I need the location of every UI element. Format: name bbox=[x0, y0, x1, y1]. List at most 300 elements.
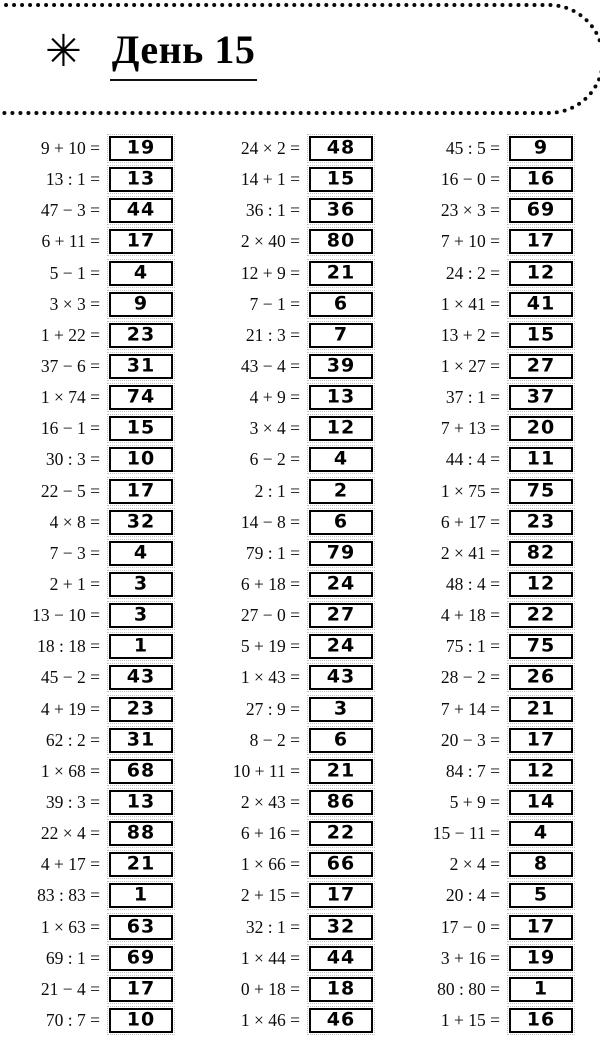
problem-row bbox=[0, 258, 200, 289]
answer-value: 10 bbox=[126, 447, 156, 470]
problem-row bbox=[0, 164, 200, 195]
answer-box[interactable] bbox=[309, 790, 373, 815]
problem-expression: 1 × 68 = bbox=[40, 760, 100, 781]
problem-expression: 22 − 5 = bbox=[40, 480, 100, 501]
answer-value: 24 bbox=[326, 572, 356, 595]
answer-box[interactable] bbox=[509, 665, 573, 690]
problem-expression: 39 : 3 = bbox=[45, 792, 100, 813]
answer-value: 6 bbox=[333, 728, 349, 751]
problem-row bbox=[0, 133, 200, 164]
answer-box[interactable] bbox=[109, 479, 173, 504]
problem-row bbox=[200, 476, 400, 507]
answer-value: 86 bbox=[326, 790, 356, 813]
answer-value: 13 bbox=[126, 790, 156, 813]
answer-box[interactable] bbox=[309, 728, 373, 753]
answer-box[interactable] bbox=[109, 852, 173, 877]
problem-row bbox=[400, 569, 600, 600]
answer-value: 75 bbox=[526, 634, 556, 657]
answer-box[interactable] bbox=[509, 977, 573, 1002]
answer-box[interactable] bbox=[509, 479, 573, 504]
problem-expression: 69 : 1 = bbox=[45, 947, 100, 968]
problem-row bbox=[200, 880, 400, 911]
answer-value: 32 bbox=[126, 510, 156, 533]
answer-box[interactable] bbox=[109, 572, 173, 597]
answer-value: 27 bbox=[326, 603, 356, 626]
problem-row bbox=[400, 912, 600, 943]
answer-box[interactable] bbox=[509, 852, 573, 877]
problem-row bbox=[200, 289, 400, 320]
answer-box[interactable] bbox=[309, 1008, 373, 1033]
problem-expression: 7 + 10 = bbox=[440, 231, 500, 252]
problem-row bbox=[400, 662, 600, 693]
answer-box[interactable] bbox=[309, 883, 373, 908]
problems-column-1 bbox=[0, 133, 200, 1036]
problem-expression: 37 − 6 = bbox=[40, 356, 100, 377]
answer-box[interactable] bbox=[109, 292, 173, 317]
problem-row bbox=[200, 787, 400, 818]
answer-box[interactable] bbox=[309, 821, 373, 846]
answer-box[interactable] bbox=[109, 354, 173, 379]
answer-value: 46 bbox=[326, 1008, 356, 1031]
answer-box[interactable] bbox=[109, 821, 173, 846]
problem-row bbox=[0, 974, 200, 1005]
problem-expression: 16 − 0 = bbox=[440, 169, 500, 190]
answer-value: 19 bbox=[126, 136, 156, 159]
problem-row bbox=[0, 849, 200, 880]
page-title: День 15 bbox=[110, 28, 257, 81]
problem-row bbox=[400, 413, 600, 444]
problem-row bbox=[200, 756, 400, 787]
problem-expression: 36 : 1 = bbox=[245, 200, 300, 221]
answer-box[interactable] bbox=[509, 603, 573, 628]
answer-box[interactable] bbox=[509, 790, 573, 815]
answer-box[interactable] bbox=[109, 385, 173, 410]
answer-box[interactable] bbox=[309, 759, 373, 784]
problem-expression: 47 − 3 = bbox=[40, 200, 100, 221]
problem-row bbox=[400, 849, 600, 880]
answer-value: 12 bbox=[526, 759, 556, 782]
answer-value: 21 bbox=[326, 759, 356, 782]
answer-value: 17 bbox=[326, 883, 356, 906]
answer-box[interactable] bbox=[509, 385, 573, 410]
problem-row bbox=[0, 413, 200, 444]
answer-value: 68 bbox=[126, 759, 156, 782]
answer-value: 17 bbox=[126, 229, 156, 252]
answer-box[interactable] bbox=[509, 883, 573, 908]
answer-value: 3 bbox=[133, 572, 149, 595]
problem-row bbox=[0, 943, 200, 974]
problem-row bbox=[400, 818, 600, 849]
problem-row bbox=[200, 538, 400, 569]
answer-box[interactable] bbox=[109, 136, 173, 161]
problem-expression: 6 + 17 = bbox=[440, 511, 500, 532]
answer-value: 3 bbox=[133, 603, 149, 626]
problem-expression: 3 + 16 = bbox=[440, 947, 500, 968]
answer-box[interactable] bbox=[509, 1008, 573, 1033]
problem-row bbox=[200, 662, 400, 693]
answer-value: 13 bbox=[126, 167, 156, 190]
problem-expression: 13 + 2 = bbox=[440, 324, 500, 345]
problem-row bbox=[400, 756, 600, 787]
problem-expression: 37 : 1 = bbox=[445, 387, 500, 408]
answer-value: 69 bbox=[126, 946, 156, 969]
answer-box[interactable] bbox=[509, 354, 573, 379]
problem-row bbox=[200, 974, 400, 1005]
answer-value: 12 bbox=[526, 572, 556, 595]
problem-expression: 80 : 80 = bbox=[437, 978, 500, 999]
answer-box[interactable] bbox=[309, 572, 373, 597]
answer-box[interactable] bbox=[509, 572, 573, 597]
answer-value: 21 bbox=[526, 697, 556, 720]
problem-expression: 18 : 18 = bbox=[37, 636, 100, 657]
problem-row bbox=[200, 600, 400, 631]
problem-row bbox=[0, 818, 200, 849]
problem-expression: 62 : 2 = bbox=[45, 729, 100, 750]
problem-row bbox=[400, 476, 600, 507]
problem-expression: 24 × 2 = bbox=[240, 138, 300, 159]
answer-value: 1 bbox=[133, 634, 149, 657]
problem-expression: 1 × 46 = bbox=[240, 1010, 300, 1030]
answer-box[interactable] bbox=[309, 229, 373, 254]
answer-box[interactable] bbox=[309, 665, 373, 690]
problem-expression: 1 × 66 = bbox=[240, 854, 300, 875]
problems-column-3 bbox=[400, 133, 600, 1036]
answer-value: 32 bbox=[326, 915, 356, 938]
problem-row bbox=[200, 164, 400, 195]
problem-expression: 7 + 14 = bbox=[440, 698, 500, 719]
problem-row bbox=[0, 1005, 200, 1036]
answer-value: 6 bbox=[333, 292, 349, 315]
answer-box[interactable] bbox=[509, 728, 573, 753]
problem-expression: 2 + 15 = bbox=[240, 885, 300, 906]
answer-box[interactable] bbox=[109, 883, 173, 908]
answer-box[interactable] bbox=[109, 634, 173, 659]
answer-box[interactable] bbox=[309, 634, 373, 659]
answer-value: 27 bbox=[526, 354, 556, 377]
answer-box[interactable] bbox=[509, 634, 573, 659]
problem-expression: 16 − 1 = bbox=[40, 418, 100, 439]
answer-box[interactable] bbox=[509, 915, 573, 940]
problem-expression: 28 − 2 = bbox=[440, 667, 500, 688]
problem-row bbox=[0, 289, 200, 320]
problem-row bbox=[0, 538, 200, 569]
problem-row bbox=[400, 320, 600, 351]
answer-value: 4 bbox=[333, 447, 349, 470]
answer-box[interactable] bbox=[309, 697, 373, 722]
problem-expression: 7 − 3 = bbox=[49, 542, 100, 563]
answer-value: 23 bbox=[126, 697, 156, 720]
problem-expression: 5 + 9 = bbox=[449, 792, 500, 813]
problem-row bbox=[0, 351, 200, 382]
answer-value: 23 bbox=[526, 510, 556, 533]
problem-row bbox=[0, 382, 200, 413]
problem-row bbox=[200, 631, 400, 662]
answer-box[interactable] bbox=[309, 167, 373, 192]
problem-row bbox=[200, 1005, 400, 1036]
problem-row bbox=[200, 320, 400, 351]
problem-expression: 45 : 5 = bbox=[445, 138, 500, 159]
answer-value: 21 bbox=[126, 852, 156, 875]
problem-expression: 45 − 2 = bbox=[40, 667, 100, 688]
answer-value: 1 bbox=[133, 883, 149, 906]
problem-expression: 10 + 11 = bbox=[232, 760, 300, 781]
answer-value: 63 bbox=[126, 915, 156, 938]
problem-row bbox=[0, 569, 200, 600]
answer-box[interactable] bbox=[109, 977, 173, 1002]
problem-row bbox=[400, 600, 600, 631]
answer-box[interactable] bbox=[509, 759, 573, 784]
answer-box[interactable] bbox=[509, 697, 573, 722]
answer-box[interactable] bbox=[109, 665, 173, 690]
answer-value: 10 bbox=[126, 1008, 156, 1031]
problem-expression: 75 : 1 = bbox=[445, 636, 500, 657]
problem-expression: 2 × 4 = bbox=[449, 854, 500, 875]
problem-row bbox=[0, 694, 200, 725]
problem-expression: 15 − 11 = bbox=[432, 823, 500, 844]
problem-expression: 44 : 4 = bbox=[445, 449, 500, 470]
problem-row bbox=[400, 164, 600, 195]
problem-expression: 1 × 27 = bbox=[440, 356, 500, 377]
answer-value: 37 bbox=[526, 385, 556, 408]
answer-box[interactable] bbox=[109, 261, 173, 286]
problem-expression: 20 − 3 = bbox=[440, 729, 500, 750]
answer-value: 1 bbox=[533, 977, 549, 1000]
problem-expression: 1 × 63 = bbox=[40, 916, 100, 937]
answer-box[interactable] bbox=[109, 167, 173, 192]
answer-box[interactable] bbox=[309, 385, 373, 410]
answer-box[interactable] bbox=[109, 728, 173, 753]
answer-box[interactable] bbox=[509, 416, 573, 441]
answer-box[interactable] bbox=[509, 261, 573, 286]
problem-row bbox=[0, 725, 200, 756]
problem-row bbox=[0, 476, 200, 507]
answer-box[interactable] bbox=[309, 852, 373, 877]
answer-box[interactable] bbox=[509, 510, 573, 535]
answer-value: 9 bbox=[133, 292, 149, 315]
answer-value: 43 bbox=[126, 665, 156, 688]
answer-box[interactable] bbox=[309, 323, 373, 348]
answer-box[interactable] bbox=[509, 447, 573, 472]
problem-expression: 3 × 4 = bbox=[249, 418, 300, 439]
problem-expression: 70 : 7 = bbox=[45, 1010, 100, 1030]
problem-row bbox=[400, 631, 600, 662]
answer-value: 21 bbox=[326, 261, 356, 284]
answer-box[interactable] bbox=[109, 416, 173, 441]
problem-row bbox=[200, 943, 400, 974]
answer-value: 23 bbox=[126, 323, 156, 346]
answer-box[interactable] bbox=[509, 229, 573, 254]
answer-value: 3 bbox=[333, 697, 349, 720]
problem-expression: 1 × 41 = bbox=[440, 293, 500, 314]
answer-box[interactable] bbox=[309, 946, 373, 971]
problem-expression: 8 − 2 = bbox=[249, 729, 300, 750]
answer-box[interactable] bbox=[509, 167, 573, 192]
answer-box[interactable] bbox=[309, 292, 373, 317]
problem-expression: 13 : 1 = bbox=[45, 169, 100, 190]
answer-box[interactable] bbox=[109, 915, 173, 940]
problem-expression: 2 : 1 = bbox=[254, 480, 300, 501]
problem-expression: 0 + 18 = bbox=[240, 978, 300, 999]
answer-value: 15 bbox=[126, 416, 156, 439]
answer-value: 12 bbox=[326, 416, 356, 439]
answer-value: 36 bbox=[326, 198, 356, 221]
answer-value: 17 bbox=[526, 229, 556, 252]
answer-value: 20 bbox=[526, 416, 556, 439]
problem-expression: 4 × 8 = bbox=[49, 511, 100, 532]
answer-value: 17 bbox=[126, 977, 156, 1000]
answer-box[interactable] bbox=[309, 447, 373, 472]
problem-row bbox=[200, 133, 400, 164]
answer-box[interactable] bbox=[509, 323, 573, 348]
problem-expression: 1 × 74 = bbox=[40, 387, 100, 408]
answer-box[interactable] bbox=[309, 354, 373, 379]
answer-value: 17 bbox=[126, 479, 156, 502]
answer-box[interactable] bbox=[509, 292, 573, 317]
problem-row bbox=[400, 226, 600, 257]
problem-row bbox=[0, 507, 200, 538]
problem-expression: 2 × 41 = bbox=[440, 542, 500, 563]
problem-row bbox=[400, 382, 600, 413]
problem-row bbox=[0, 600, 200, 631]
answer-box[interactable] bbox=[509, 946, 573, 971]
answer-box[interactable] bbox=[109, 603, 173, 628]
answer-value: 31 bbox=[126, 354, 156, 377]
answer-box[interactable] bbox=[309, 261, 373, 286]
problem-row bbox=[400, 195, 600, 226]
problem-row bbox=[200, 694, 400, 725]
answer-value: 24 bbox=[326, 634, 356, 657]
problem-row bbox=[0, 787, 200, 818]
problem-row bbox=[200, 413, 400, 444]
answer-value: 39 bbox=[326, 354, 356, 377]
problem-row bbox=[200, 444, 400, 475]
problem-row bbox=[0, 444, 200, 475]
answer-box[interactable] bbox=[309, 603, 373, 628]
problem-expression: 1 + 22 = bbox=[40, 324, 100, 345]
problem-expression: 27 : 9 = bbox=[245, 698, 300, 719]
answer-value: 13 bbox=[326, 385, 356, 408]
answer-value: 17 bbox=[526, 915, 556, 938]
problem-row bbox=[400, 538, 600, 569]
problem-expression: 21 − 4 = bbox=[40, 978, 100, 999]
answer-box[interactable] bbox=[309, 479, 373, 504]
answer-value: 12 bbox=[526, 261, 556, 284]
problem-row bbox=[400, 1005, 600, 1036]
answer-box[interactable] bbox=[309, 510, 373, 535]
answer-value: 15 bbox=[326, 167, 356, 190]
answer-box[interactable] bbox=[109, 229, 173, 254]
answer-box[interactable] bbox=[309, 915, 373, 940]
answer-box[interactable] bbox=[309, 977, 373, 1002]
problem-row bbox=[200, 195, 400, 226]
answer-box[interactable] bbox=[109, 323, 173, 348]
problem-row bbox=[200, 569, 400, 600]
answer-box[interactable] bbox=[509, 821, 573, 846]
answer-value: 44 bbox=[326, 946, 356, 969]
problem-expression: 2 × 40 = bbox=[240, 231, 300, 252]
answer-value: 4 bbox=[533, 821, 549, 844]
answer-box[interactable] bbox=[309, 416, 373, 441]
problem-expression: 6 + 11 = bbox=[41, 231, 100, 252]
problem-expression: 4 + 17 = bbox=[40, 854, 100, 875]
problem-expression: 24 : 2 = bbox=[445, 262, 500, 283]
answer-box[interactable] bbox=[309, 198, 373, 223]
answer-box[interactable] bbox=[109, 1008, 173, 1033]
answer-value: 88 bbox=[126, 821, 156, 844]
answer-box[interactable] bbox=[109, 447, 173, 472]
problem-expression: 22 × 4 = bbox=[40, 823, 100, 844]
problem-expression: 4 + 9 = bbox=[249, 387, 300, 408]
problem-expression: 12 + 9 = bbox=[240, 262, 300, 283]
answer-value: 11 bbox=[526, 447, 556, 470]
answer-value: 18 bbox=[326, 977, 356, 1000]
problem-expression: 5 − 1 = bbox=[49, 262, 100, 283]
problem-expression: 6 + 16 = bbox=[240, 823, 300, 844]
answer-box[interactable] bbox=[309, 136, 373, 161]
problem-expression: 79 : 1 = bbox=[245, 542, 300, 563]
problem-expression: 20 : 4 = bbox=[445, 885, 500, 906]
problem-row bbox=[400, 943, 600, 974]
problems-column-2 bbox=[200, 133, 400, 1036]
answer-box[interactable] bbox=[509, 136, 573, 161]
answer-box[interactable] bbox=[109, 541, 173, 566]
problem-row bbox=[0, 880, 200, 911]
problem-row bbox=[0, 195, 200, 226]
problem-expression: 17 − 0 = bbox=[440, 916, 500, 937]
answer-value: 48 bbox=[326, 136, 356, 159]
problem-row bbox=[400, 974, 600, 1005]
problem-expression: 30 : 3 = bbox=[45, 449, 100, 470]
answer-value: 4 bbox=[133, 541, 149, 564]
answer-box[interactable] bbox=[109, 697, 173, 722]
problem-row bbox=[200, 258, 400, 289]
problem-expression: 1 × 75 = bbox=[440, 480, 500, 501]
answer-value: 19 bbox=[526, 946, 556, 969]
answer-box[interactable] bbox=[109, 510, 173, 535]
answer-value: 5 bbox=[533, 883, 549, 906]
answer-box[interactable] bbox=[109, 759, 173, 784]
problem-expression: 6 − 2 = bbox=[249, 449, 300, 470]
problem-expression: 21 : 3 = bbox=[245, 324, 300, 345]
problem-expression: 84 : 7 = bbox=[445, 760, 500, 781]
problem-row bbox=[400, 444, 600, 475]
problem-expression: 14 − 8 = bbox=[240, 511, 300, 532]
problem-expression: 23 × 3 = bbox=[440, 200, 500, 221]
answer-value: 7 bbox=[333, 323, 349, 346]
answer-box[interactable] bbox=[309, 541, 373, 566]
problem-row bbox=[200, 351, 400, 382]
problem-row bbox=[0, 226, 200, 257]
problem-row bbox=[400, 351, 600, 382]
answer-box[interactable] bbox=[509, 198, 573, 223]
answer-box[interactable] bbox=[509, 541, 573, 566]
problem-expression: 1 × 43 = bbox=[240, 667, 300, 688]
answer-value: 22 bbox=[326, 821, 356, 844]
answer-value: 2 bbox=[333, 479, 349, 502]
problem-expression: 43 − 4 = bbox=[240, 356, 300, 377]
answer-box[interactable] bbox=[109, 198, 173, 223]
answer-box[interactable] bbox=[109, 946, 173, 971]
answer-value: 16 bbox=[526, 1008, 556, 1031]
problem-expression: 3 × 3 = bbox=[49, 293, 100, 314]
problem-expression: 9 + 10 = bbox=[40, 138, 100, 159]
problem-row bbox=[400, 787, 600, 818]
problem-row bbox=[400, 725, 600, 756]
answer-value: 31 bbox=[126, 728, 156, 751]
answer-box[interactable] bbox=[109, 790, 173, 815]
answer-value: 82 bbox=[526, 541, 556, 564]
problem-row bbox=[400, 694, 600, 725]
